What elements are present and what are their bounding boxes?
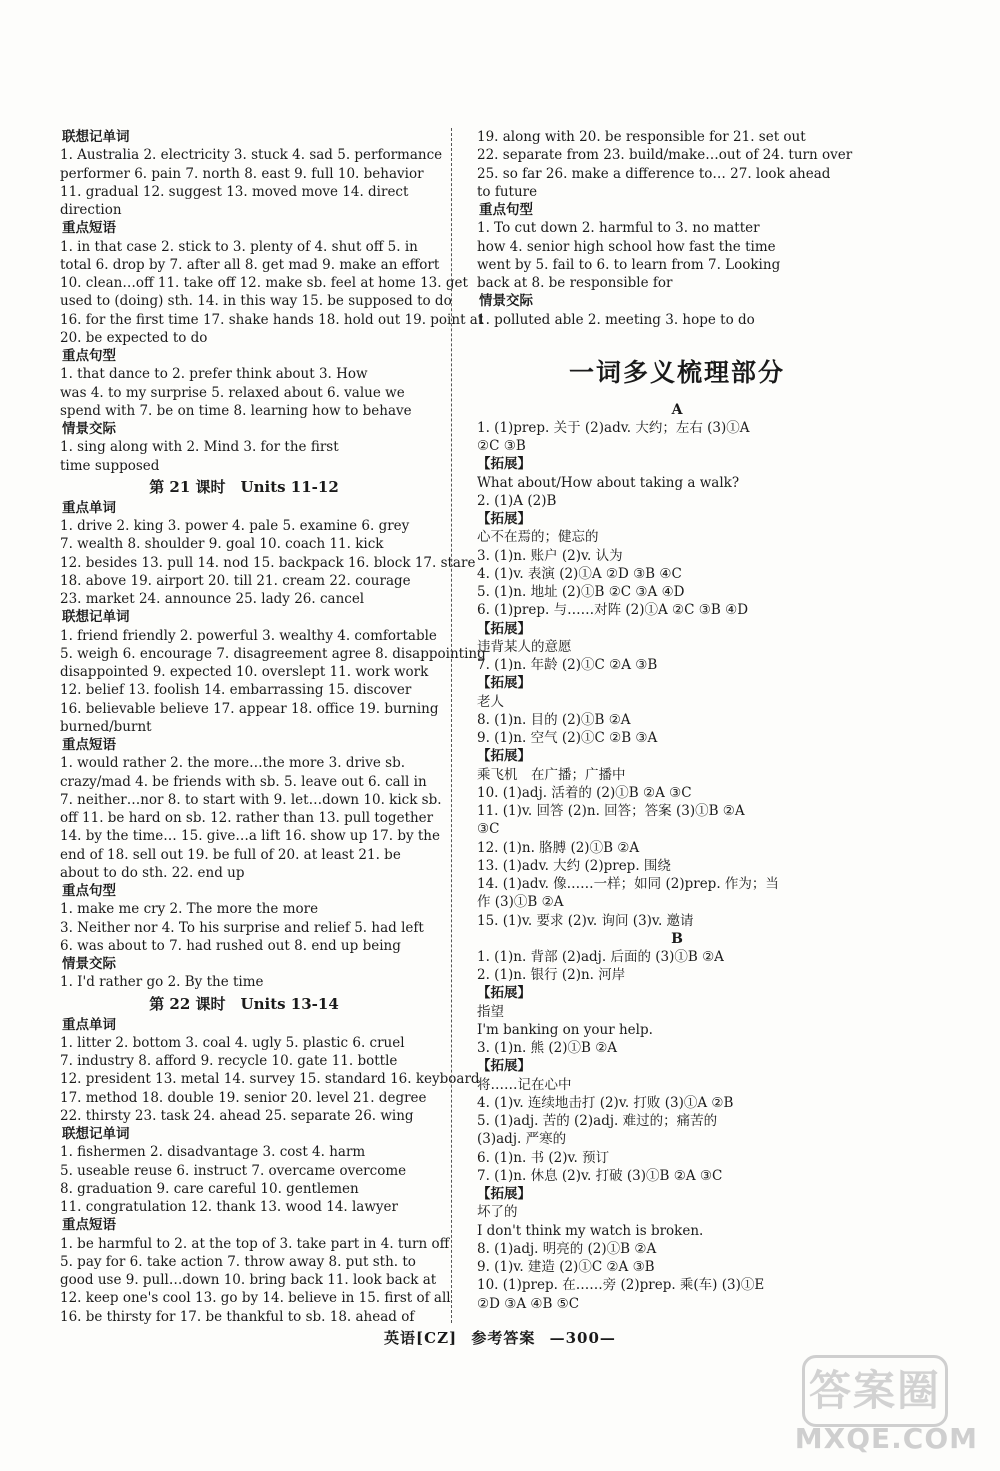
answer-line: 11. gradual 12. suggest 13. moved move 14. direct — [60, 183, 409, 200]
answer-line: 乘飞机 在广播；广播中 — [477, 766, 626, 783]
answer-line: about to do sth. 22. end up — [60, 864, 245, 881]
extension-tag: 【拓展】 — [477, 748, 531, 765]
right-column — [477, 128, 877, 1313]
answer-line: spend with 7. be on time 8. learning how to behave — [60, 402, 412, 419]
extension-tag: 【拓展】 — [477, 1058, 531, 1075]
answer-line: disappointed 9. expected 10. overslept 11. work work — [60, 664, 429, 680]
answer-line: 20. be expected to do — [60, 329, 208, 346]
answer-line: 心不在焉的；健忘的 — [477, 529, 599, 546]
answer-line: how 4. senior high school how fast the time — [477, 238, 776, 255]
page-footer — [0, 1327, 1000, 1348]
section-heading: 联想记单词 — [62, 129, 130, 145]
answer-line: burned/burnt — [60, 718, 152, 735]
answer-line: 1. (1)prep. 关于 (2)adv. 大约；左右 (3)①A — [477, 419, 750, 436]
answer-line: 1. would rather 2. the more…the more 3. drive sb. — [60, 755, 406, 772]
answer-line: I don't think my watch is broken. — [477, 1222, 704, 1239]
lesson-title: 第 21 课时 Units 11-12 — [149, 477, 339, 496]
extension-tag: 【拓展】 — [477, 985, 531, 1002]
letter-heading: B — [671, 930, 683, 947]
answer-line: 1. drive 2. king 3. power 4. pale 5. examine 6. grey — [60, 518, 410, 534]
answer-line: 17. method 18. double 19. senior 20. level 21. degree — [60, 1089, 427, 1106]
answer-line: 12. president 13. metal 14. survey 15. standard 16. keyboard — [60, 1071, 480, 1088]
answer-line: 16. be thirsty for 17. be thankful to sb. 18. ahead of — [60, 1308, 415, 1325]
answer-line: 将……记在心中 — [477, 1076, 572, 1093]
answer-line: 2. (1)A (2)B — [477, 492, 557, 509]
answer-line: I'm banking on your help. — [477, 1021, 653, 1038]
answer-line: 1. that dance to 2. prefer think about 3. How — [60, 366, 368, 383]
section-heading: 重点短语 — [62, 220, 116, 237]
answer-line: 1. I'd rather go 2. By the time — [60, 974, 264, 991]
section-heading: 重点单词 — [62, 499, 116, 516]
answer-line: 1. To cut down 2. harmful to 3. no matter — [477, 220, 760, 237]
answer-line: 老人 — [477, 693, 504, 710]
answer-line: 1. make me cry 2. The more the more — [60, 901, 319, 918]
answer-line: (3)adj. 严寒的 — [477, 1131, 567, 1148]
answer-line: 10. clean…off 11. take off 12. make sb. feel at home 13. get — [60, 275, 468, 291]
answer-line: 1. polluted able 2. meeting 3. hope to do — [477, 311, 755, 328]
answer-line: 18. above 19. airport 20. till 21. cream 22. courage — [60, 572, 411, 589]
answer-line: 19. along with 20. be responsible for 21. set out — [477, 129, 806, 145]
answer-line: went by 5. fail to 6. to learn from 7. Looking — [477, 256, 781, 273]
answer-line: 14. by the time… 15. give…a lift 16. show up 17. by the — [60, 828, 440, 845]
answer-line: 3. (1)n. 熊 (2)①B ②A — [477, 1040, 618, 1056]
answer-line: 7. wealth 8. shoulder 9. goal 10. coach 11. kick — [60, 536, 384, 553]
answer-line: 3. (1)n. 账户 (2)v. 认为 — [477, 547, 623, 564]
answer-line: back at 8. be responsible for — [477, 275, 673, 291]
answer-line: 7. (1)n. 休息 (2)v. 打破 (3)①B ②A ③C — [477, 1167, 723, 1184]
section-title: 一词多义梳理部分 — [568, 357, 785, 387]
section-heading: 重点句型 — [479, 202, 533, 218]
left-column — [60, 128, 486, 1326]
answer-line: 12. (1)n. 胳膊 (2)①B ②A — [477, 839, 640, 856]
watermark-stamp-icon: 答案圈 — [802, 1355, 948, 1427]
answer-line: 1. sing along with 2. Mind 3. for the first — [60, 439, 339, 456]
answer-line: 8. (1)n. 目的 (2)①B ②A — [477, 711, 631, 728]
answer-line: 16. believable believe 17. appear 18. office 19. burning — [60, 700, 439, 717]
answer-line: ②C ③B — [477, 438, 526, 454]
answer-line: 6. (1)n. 书 (2)v. 预订 — [477, 1149, 610, 1166]
answer-line: direction — [60, 202, 122, 218]
answer-line: 5. weigh 6. encourage 7. disagreement agree 8. disappointing — [60, 645, 486, 662]
answer-line: 2. (1)n. 银行 (2)n. 河岸 — [477, 967, 626, 983]
watermark-url-icon: MXQE.COM — [794, 1422, 978, 1455]
answer-line: to future — [477, 183, 538, 200]
section-heading: 联想记单词 — [62, 609, 130, 626]
answer-line: 1. fishermen 2. disadvantage 3. cost 4. harm — [60, 1144, 366, 1161]
answer-line: 11. congratulation 12. thank 13. wood 14. lawyer — [60, 1199, 398, 1215]
answer-line: good use 9. pull…down 10. bring back 11. look back at — [60, 1272, 437, 1288]
answer-line: 8. (1)adj. 明亮的 (2)①B ②A — [477, 1240, 657, 1257]
answer-line: 7. (1)n. 年龄 (2)①C ②A ③B — [477, 657, 658, 673]
answer-line: 10. (1)adj. 活着的 (2)①B ②A ③C — [477, 784, 692, 801]
answer-line: 11. (1)v. 回答 (2)n. 回答；答案 (3)①B ②A — [477, 803, 745, 819]
watermark-logo — [788, 1349, 978, 1459]
answer-line: 1. friend friendly 2. powerful 3. wealthy 4. comfortable — [60, 627, 437, 644]
answer-line: 9. (1)v. 建造 (2)①C ②A ③B — [477, 1259, 655, 1275]
footer-subject: 英语[CZ] — [384, 1329, 458, 1347]
answer-line: 12. besides 13. pull 14. nod 15. backpack 16. block 17. stare — [60, 554, 476, 571]
answer-line: ③C — [477, 821, 500, 838]
answer-line: 违背某人的意愿 — [477, 638, 572, 655]
answer-line: 5. (1)adj. 苦的 (2)adj. 难过的；痛苦的 — [477, 1113, 718, 1129]
answer-line: 14. (1)adv. 像……一样；如同 (2)prep. 作为；当 — [477, 876, 779, 892]
answer-line: 12. keep one's cool 13. go by 14. believe in 15. first of all — [60, 1290, 451, 1307]
answer-line: 5. useable reuse 6. instruct 7. overcame overcome — [60, 1162, 407, 1179]
answer-line: 6. was about to 7. had rushed out 8. end up being — [60, 937, 401, 954]
answer-line: 25. so far 26. make a difference to… 27. look ahead — [477, 165, 831, 182]
answer-line: 5. pay for 6. take action 7. throw away 8. put sth. to — [60, 1253, 416, 1270]
answer-line: 6. (1)prep. 与……对阵 (2)①A ②C ③B ④D — [477, 602, 749, 619]
answer-line: was 4. to my surprise 5. relaxed about 6. value we — [60, 384, 405, 401]
section-heading: 重点短语 — [62, 1217, 116, 1234]
section-heading: 联想记单词 — [62, 1126, 130, 1142]
answer-line: 1. in that case 2. stick to 3. plenty of 4. shut off 5. in — [60, 238, 418, 255]
answer-line: 坏了的 — [477, 1204, 518, 1221]
answer-line: 9. (1)n. 空气 (2)①C ②B ③A — [477, 730, 658, 746]
answer-line: end of 18. sell out 19. be full of 20. at least 21. be — [60, 846, 401, 863]
answer-line: 12. belief 13. foolish 14. embarrassing 15. discover — [60, 682, 412, 699]
answer-line: 1. Australia 2. electricity 3. stuck 4. sad 5. performance — [60, 147, 443, 164]
answer-line: 指望 — [477, 1003, 504, 1020]
answer-line: used to (doing) sth. 14. in this way 15. be supposed to do — [60, 293, 452, 310]
footer-page-number: —300— — [549, 1329, 616, 1347]
answer-line: 13. (1)adv. 大约 (2)prep. 围绕 — [477, 857, 671, 874]
answer-line: 23. market 24. announce 25. lady 26. cancel — [60, 591, 365, 607]
extension-tag: 【拓展】 — [477, 511, 531, 527]
answer-line: 10. (1)prep. 在……旁 (2)prep. 乘(车) (3)①E — [477, 1277, 765, 1294]
answer-line: 16. for the first time 17. shake hands 18. hold out 19. point at — [60, 311, 484, 328]
answer-line: crazy/mad 4. be friends with sb. 5. leave out 6. call in — [60, 773, 427, 790]
extension-tag: 【拓展】 — [477, 1186, 531, 1202]
section-heading: 重点句型 — [62, 348, 116, 364]
answer-line: 1. litter 2. bottom 3. coal 4. ugly 5. plastic 6. cruel — [60, 1034, 405, 1051]
answer-line: total 6. drop by 7. after all 8. get mad 9. make an effort — [60, 256, 440, 273]
answer-line: off 11. be hard on sb. 12. rather than 13. pull together — [60, 810, 434, 826]
answer-line: ②D ③A ④B ⑤C — [477, 1295, 580, 1312]
answer-line: 1. (1)n. 背部 (2)adj. 后面的 (3)①B ②A — [477, 948, 724, 965]
column-divider — [451, 128, 452, 1323]
section-heading: 重点句型 — [62, 883, 116, 899]
footer-label: 参考答案 — [471, 1329, 536, 1347]
extension-tag: 【拓展】 — [477, 620, 531, 637]
answer-line: time supposed — [60, 457, 160, 474]
answer-line: 7. industry 8. afford 9. recycle 10. gate 11. bottle — [60, 1053, 398, 1069]
extension-tag: 【拓展】 — [477, 675, 531, 692]
section-heading: 情景交际 — [62, 421, 116, 437]
answer-line: 1. be harmful to 2. at the top of 3. take part in 4. turn off — [60, 1235, 450, 1252]
section-heading: 情景交际 — [62, 956, 116, 972]
answer-line: 5. (1)n. 地址 (2)①B ②C ③A ④D — [477, 584, 685, 600]
section-heading: 情景交际 — [479, 293, 533, 310]
section-heading: 重点短语 — [62, 737, 116, 753]
answer-line: 22. thirsty 23. task 24. ahead 25. separate 26. wing — [60, 1107, 414, 1124]
answer-line: 3. Neither nor 4. To his surprise and relief 5. had left — [60, 919, 424, 936]
lesson-title: 第 22 课时 Units 13-14 — [149, 994, 339, 1013]
extension-tag: 【拓展】 — [477, 456, 531, 473]
answer-line: 4. (1)v. 表演 (2)①A ②D ③B ④C — [477, 565, 682, 582]
letter-heading: A — [671, 401, 683, 418]
answer-line: 22. separate from 23. build/make…out of 24. turn over — [477, 147, 853, 164]
section-heading: 重点单词 — [62, 1016, 116, 1033]
answer-line: performer 6. pain 7. north 8. east 9. full 10. behavior — [60, 165, 424, 182]
answer-line: 8. graduation 9. care careful 10. gentlemen — [60, 1180, 359, 1197]
answer-line: 15. (1)v. 要求 (2)v. 询问 (3)v. 邀请 — [477, 912, 694, 929]
answer-line: 7. neither…nor 8. to start with 9. let…down 10. kick sb. — [60, 791, 442, 808]
answer-line: What about/How about taking a walk? — [477, 474, 740, 491]
answer-line: 作 (3)①B ②A — [477, 894, 564, 911]
answer-line: 4. (1)v. 连续地击打 (2)v. 打败 (3)①A ②B — [477, 1094, 734, 1111]
